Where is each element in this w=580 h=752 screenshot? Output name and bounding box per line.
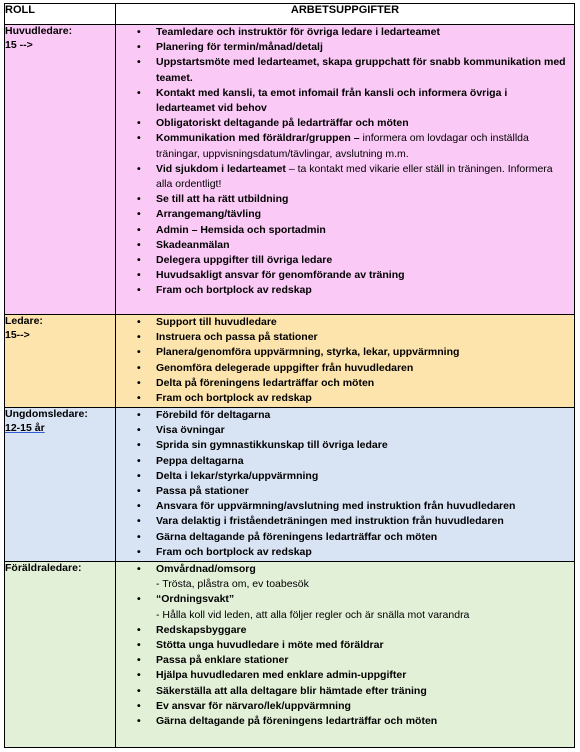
task-text: Teamledare och instruktör för övriga ledare i ledarteamet	[156, 26, 440, 38]
role-row	[5, 562, 575, 748]
task-item	[116, 238, 574, 253]
task-item	[116, 207, 574, 222]
task-list	[116, 25, 574, 299]
role-title: Ledare:	[5, 315, 43, 327]
task-item	[116, 330, 574, 345]
tasks-cell	[116, 408, 575, 562]
task-item	[116, 162, 574, 192]
task-item	[116, 116, 574, 131]
role-cell	[5, 562, 116, 748]
task-item	[116, 653, 574, 668]
bullet-icon: •	[137, 515, 141, 528]
task-subitem	[116, 608, 574, 623]
task-item	[116, 86, 574, 116]
task-item	[116, 376, 574, 391]
bullet-icon: •	[137, 392, 141, 405]
bullet-icon: •	[137, 376, 141, 389]
task-text: Skadeanmälan	[156, 238, 230, 251]
task-text: Delegera uppgifter till övriga ledare	[156, 254, 333, 267]
task-item	[116, 25, 574, 40]
task-text: Fram och bortplock av redskap	[156, 284, 312, 297]
role-title: Huvudledare:	[5, 25, 73, 37]
task-item	[116, 454, 574, 469]
bullet-icon: •	[137, 254, 141, 267]
task-text: Se till att ha rätt utbildning	[156, 193, 289, 206]
bullet-icon: •	[137, 623, 141, 636]
task-text: Säkerställa att alla deltagare blir hämtade efter träning	[156, 684, 427, 697]
bullet-icon: •	[137, 223, 141, 236]
task-list	[116, 315, 574, 406]
task-subitem-text: - Hålla koll vid leden, att alla följer regler och är snälla mot varandra	[156, 608, 470, 621]
bullet-icon: •	[137, 593, 141, 606]
task-text: Gärna deltagande på föreningens ledarträffar och möten	[156, 715, 438, 728]
task-text: Kontakt med kansli, ta emot infomail från kansli och informera övriga i ledarteamet vid behov	[156, 86, 508, 115]
task-text: Arrangemang/tävling	[156, 208, 262, 221]
role-column-header: ROLL	[5, 4, 116, 25]
role-row	[5, 25, 575, 315]
task-text: Genomföra delegerade uppgifter från huvudledaren	[156, 361, 414, 374]
task-text: Admin – Hemsida och sportadmin	[156, 223, 326, 236]
task-text: Redskapsbyggare	[156, 623, 247, 636]
bullet-icon: •	[137, 669, 141, 682]
task-item	[116, 131, 574, 161]
role-cell	[5, 408, 116, 562]
task-item	[116, 623, 574, 638]
task-item	[116, 438, 574, 453]
bullet-icon: •	[137, 26, 141, 38]
task-text: Support till huvudledare	[156, 316, 277, 328]
task-item	[116, 469, 574, 484]
task-text: Vara delaktig i friståendeträningen med instruktion från huvudledaren	[156, 515, 504, 528]
task-item	[116, 391, 574, 406]
task-item	[116, 192, 574, 207]
task-item	[116, 638, 574, 653]
task-text: Huvudsakligt ansvar för genomförande av träning	[156, 269, 405, 282]
bullet-icon: •	[137, 162, 141, 175]
bullet-icon: •	[137, 654, 141, 667]
bullet-icon: •	[137, 238, 141, 251]
bullet-icon: •	[137, 86, 141, 99]
task-item	[116, 283, 574, 298]
task-item	[116, 592, 574, 607]
task-item	[116, 699, 574, 714]
task-text: Fram och bortplock av redskap	[156, 392, 312, 405]
task-text: Delta på föreningens ledarträffar och möten	[156, 376, 375, 389]
task-text: Obligatoriskt deltagande på ledarträffar och möten	[156, 117, 409, 130]
task-text: Stötta unga huvudledare i möte med föräldrar	[156, 639, 384, 652]
tasks-column-header: ARBETSUPPGIFTER	[116, 4, 575, 25]
task-item	[116, 315, 574, 330]
task-text: Ansvara för uppvärmning/avslutning med instruktion från huvudledaren	[156, 500, 516, 513]
task-item	[116, 530, 574, 545]
task-text: Planering för termin/månad/detalj	[156, 41, 323, 54]
header-row	[5, 4, 575, 25]
bullet-icon: •	[137, 424, 141, 437]
role-row	[5, 408, 575, 562]
task-item	[116, 268, 574, 283]
task-item	[116, 668, 574, 683]
bullet-icon: •	[137, 41, 141, 54]
role-title: Ungdomsledare:	[5, 408, 88, 420]
role-age: 12-15 år	[5, 421, 45, 434]
task-text: Vid sjukdom i ledarteamet	[156, 162, 286, 175]
role-cell	[5, 315, 116, 408]
task-item	[116, 40, 574, 55]
bullet-icon: •	[137, 316, 141, 328]
bullet-icon: •	[137, 132, 141, 145]
bullet-icon: •	[137, 684, 141, 697]
bullet-icon: •	[137, 439, 141, 452]
task-text: Uppstartsmöte med ledarteamet, skapa gruppchatt för snabb kommunikation med teamet.	[156, 56, 566, 84]
task-item	[116, 514, 574, 529]
task-text: Fram och bortplock av redskap	[156, 545, 312, 558]
bullet-icon: •	[137, 331, 141, 344]
bullet-icon: •	[137, 346, 141, 359]
bullet-icon: •	[137, 485, 141, 498]
bullet-icon: •	[137, 193, 141, 206]
task-text: Kommunikation med föräldrar/gruppen –	[156, 132, 360, 145]
bullet-icon: •	[137, 208, 141, 221]
task-subitem	[116, 577, 574, 592]
bullet-icon: •	[137, 639, 141, 652]
task-item	[116, 408, 574, 423]
task-item	[116, 499, 574, 514]
bullet-icon: •	[137, 56, 141, 69]
tasks-cell	[116, 25, 575, 315]
tasks-cell	[116, 562, 575, 748]
task-text: Instruera och passa på stationer	[156, 331, 318, 344]
role-row	[5, 315, 575, 408]
task-item	[116, 562, 574, 577]
bullet-icon: •	[137, 563, 141, 575]
bullet-icon: •	[137, 469, 141, 482]
bullet-icon: •	[137, 454, 141, 467]
task-item	[116, 361, 574, 376]
task-note: informera om lovdagar och inställda träningar, uppvisningsdatum/tävlingar, avslutning m.m.	[156, 132, 529, 160]
task-text: Passa på stationer	[156, 485, 249, 498]
task-text: Passa på enklare stationer	[156, 654, 289, 667]
task-item	[116, 484, 574, 499]
bullet-icon: •	[137, 715, 141, 728]
task-text: “Ordningsvakt”	[156, 593, 235, 606]
bullet-icon: •	[137, 545, 141, 558]
task-list	[116, 408, 574, 560]
task-item	[116, 55, 574, 85]
task-text: Planera/genomföra uppvärmning, styrka, lekar, uppvärmning	[156, 346, 460, 359]
task-text: Delta i lekar/styrka/uppvärmning	[156, 469, 319, 482]
task-item	[116, 545, 574, 560]
task-text: Sprida sin gymnastikkunskap till övriga ledare	[156, 439, 388, 452]
role-age: 15-->	[5, 328, 30, 341]
task-item	[116, 423, 574, 438]
bullet-icon: •	[137, 500, 141, 513]
task-subitem-text: - Trösta, plåstra om, ev toabesök	[156, 578, 309, 591]
task-item	[116, 345, 574, 360]
task-text: Hjälpa huvudledaren med enklare admin-uppgifter	[156, 669, 407, 682]
bullet-icon: •	[137, 530, 141, 543]
bullet-icon: •	[137, 117, 141, 130]
bullet-icon: •	[137, 284, 141, 297]
role-title: Föräldraledare:	[5, 562, 82, 574]
task-item	[116, 714, 574, 729]
task-item	[116, 684, 574, 699]
roles-table	[4, 3, 575, 748]
bullet-icon: •	[137, 269, 141, 282]
bullet-icon: •	[137, 361, 141, 374]
task-item	[116, 223, 574, 238]
bullet-icon: •	[137, 409, 141, 421]
task-text: Omvårdnad/omsorg	[156, 563, 256, 575]
task-list	[116, 562, 574, 729]
task-item	[116, 253, 574, 268]
task-text: Gärna deltagande på föreningens ledarträffar och möten	[156, 530, 438, 543]
role-cell	[5, 25, 116, 315]
task-note: – ta kontakt med vikarie eller ställ in träningen. Informera alla ordentligt!	[156, 162, 553, 191]
role-age: 15 -->	[5, 38, 33, 51]
tasks-cell	[116, 315, 575, 408]
task-text: Förebild för deltagarna	[156, 409, 271, 421]
task-text: Visa övningar	[156, 424, 225, 437]
task-text: Ev ansvar för närvaro/lek/uppvärmning	[156, 699, 351, 712]
bullet-icon: •	[137, 699, 141, 712]
task-text: Peppa deltagarna	[156, 454, 244, 467]
